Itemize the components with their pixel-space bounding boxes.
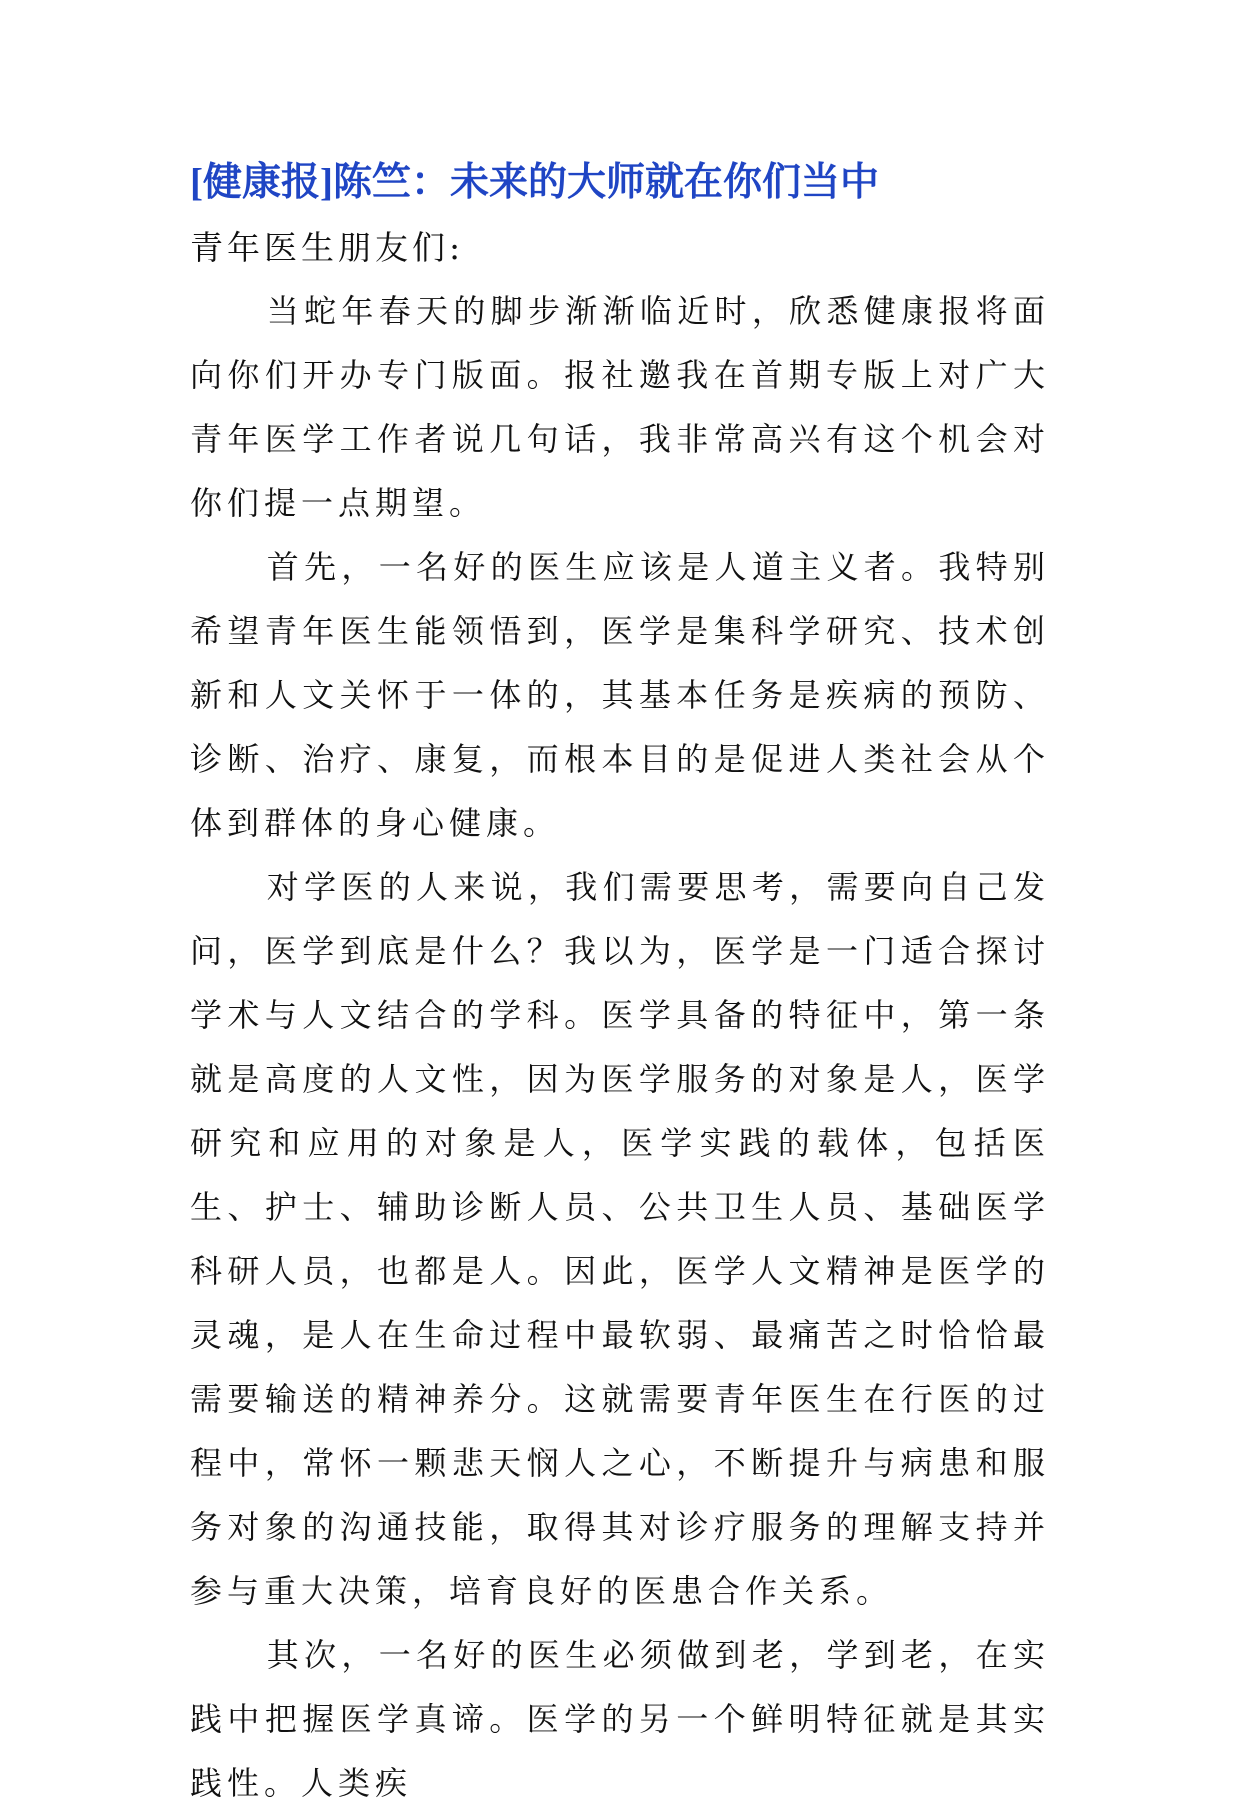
paragraph-2: 首先，一名好的医生应该是人道主义者。我特别希望青年医生能领悟到，医学是集科学研究、技术创新和人文关怀于一体的，其基本任务是疾病的预防、诊断、治疗、康复，而根本目的是促进人类社会从个体到群体的身心健康。 [190, 548, 1050, 842]
paragraph-1: 当蛇年春天的脚步渐渐临近时，欣悉健康报将面向你们开办专门版面。报社邀我在首期专版上对广大青年医学工作者说几句话，我非常高兴有这个机会对你们提一点期望。 [190, 292, 1050, 522]
salutation: 青年医生朋友们: [190, 228, 465, 267]
paragraph-3: 对学医的人来说，我们需要思考，需要向自己发问，医学到底是什么？我以为，医学是一门适合探讨学术与人文结合的学科。医学具备的特征中，第一条就是高度的人文性，因为医学服务的对象是人，医学研究和应用的对象是人，医学实践的载体，包括医生、护士、辅助诊断人员、公共卫生人员、基础医学科研人员，也都是人。因此，医学人文精神是医学的灵魂，是人在生命过程中最软弱、最痛苦之时恰恰最需要输送的精神养分。这就需要青年医生在行医的过程中，常怀一颗悲天悯人之心，不断提升与病患和服务对象的沟通技能，取得其对诊疗服务的理解支持并参与重大决策，培育良好的医患合作关系。 [190, 868, 1050, 1610]
article-body [190, 155, 1050, 1815]
article-title: [健康报]陈竺：未来的大师就在你们当中 [190, 161, 879, 204]
paragraph-4: 其次，一名好的医生必须做到老，学到老，在实践中把握医学真谛。医学的另一个鲜明特征就是其实践性。人类疾 [190, 1636, 1050, 1802]
